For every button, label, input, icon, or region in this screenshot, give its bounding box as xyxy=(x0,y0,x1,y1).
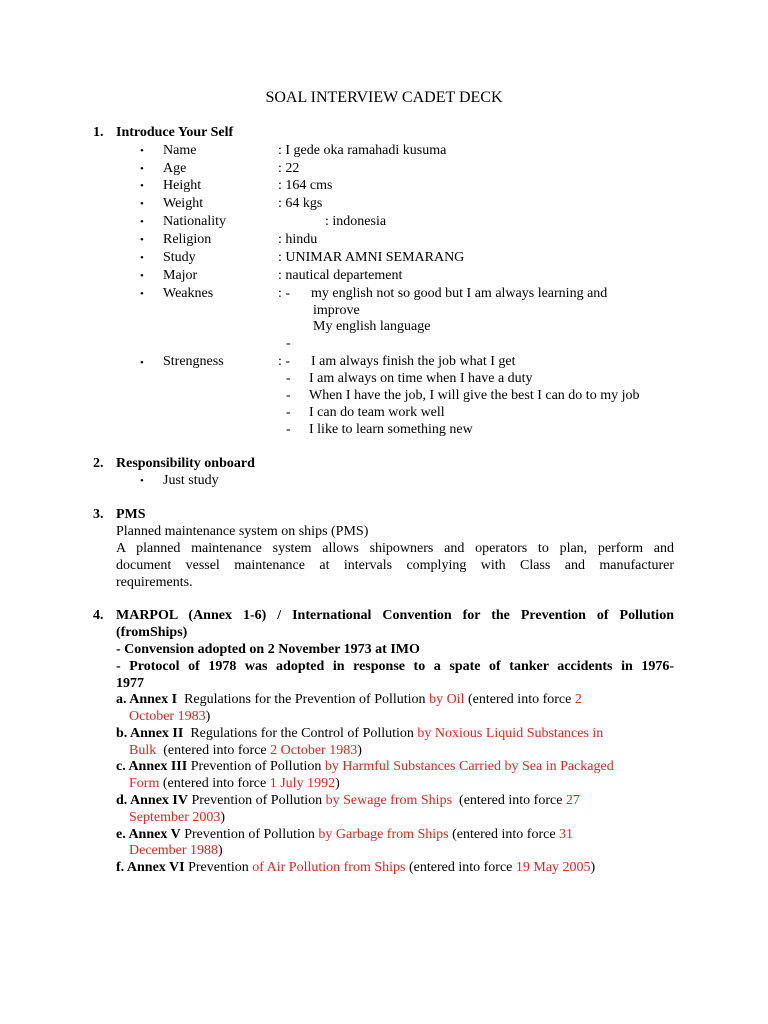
field-value-religion: : hindu xyxy=(278,232,318,247)
annex-3-label: c. Annex III xyxy=(116,759,188,774)
annex-2-close: ) xyxy=(357,743,362,758)
annex-5-close: ) xyxy=(218,843,223,858)
annex-2-force: (entered into force xyxy=(163,743,267,758)
annex-2-label: b. Annex II xyxy=(116,726,184,741)
annex-4-line-cont xyxy=(129,809,225,826)
bullet-icon: • xyxy=(140,357,144,369)
pms-definition: Planned maintenance system on ships (PMS) xyxy=(116,524,369,539)
annex-2-line xyxy=(116,725,603,742)
annex-3-subject-cont: Form xyxy=(129,776,160,791)
bullet-icon: • xyxy=(140,163,144,175)
annex-1-date: 2 xyxy=(574,692,582,707)
annex-1-close: ) xyxy=(205,709,211,724)
bullet-icon: • xyxy=(140,216,144,228)
strength-dash: - xyxy=(286,422,291,437)
section-1-number: 1. xyxy=(93,125,104,140)
responsibility-item: Just study xyxy=(163,473,219,488)
annex-5-force: (entered into force xyxy=(452,827,556,842)
annex-6-text: Prevention xyxy=(188,860,249,875)
marpol-protocol-note: - Protocol of 1978 was adopted in response to a spate of tanker accidents in 1976- xyxy=(116,659,674,674)
annex-4-text: Prevention of Pollution xyxy=(191,793,323,808)
strength-line: I am always on time when I have a duty xyxy=(309,371,533,386)
annex-5-subject: by Garbage from Ships xyxy=(318,827,449,842)
annex-5-label: e. Annex V xyxy=(116,827,181,842)
field-label-religion: Religion xyxy=(163,232,212,247)
annex-2-text: Regulations for the Control of Pollution xyxy=(190,726,414,741)
bullet-icon: • xyxy=(140,198,144,210)
section-4-number: 4. xyxy=(93,608,104,623)
annex-3-close: ) xyxy=(335,776,340,791)
annex-1-subject: by Oil xyxy=(429,692,465,707)
annex-1-label: a. Annex I xyxy=(116,692,178,707)
annex-4-date-cont: September 2003 xyxy=(129,810,221,825)
field-value-strength: : - xyxy=(278,354,291,369)
annex-4-close: ) xyxy=(220,810,226,825)
field-label-height: Height xyxy=(163,178,202,193)
bullet-icon: • xyxy=(140,234,144,246)
annex-5-date: 31 xyxy=(559,827,574,842)
pms-paragraph-line: requirements. xyxy=(116,575,193,590)
annex-5-line xyxy=(116,826,573,843)
annex-4-label: d. Annex IV xyxy=(116,793,188,808)
field-label-name: Name xyxy=(163,143,197,158)
weakness-line: My english language xyxy=(313,319,431,334)
marpol-protocol-note-cont: 1977 xyxy=(116,676,144,691)
annex-4-force: (entered into force xyxy=(459,793,563,808)
field-value-major: : nautical departement xyxy=(278,268,403,283)
field-label-strength: Strengness xyxy=(163,354,224,369)
annex-1-line-cont xyxy=(129,708,210,725)
section-2-heading: Responsibility onboard xyxy=(116,456,255,471)
field-value-weight: : 64 kgs xyxy=(278,196,323,211)
section-2-number: 2. xyxy=(93,456,104,471)
strength-line: When I have the job, I will give the best I can do to my job xyxy=(309,388,640,403)
pms-paragraph-line: document vessel maintenance at intervals complying with Class and manufacturer xyxy=(116,558,674,573)
annex-3-text: Prevention of Pollution xyxy=(190,759,322,774)
annex-6-date: 19 May 2005 xyxy=(515,860,591,875)
section-3-number: 3. xyxy=(93,507,104,522)
field-value-name: : I gede oka ramahadi kusuma xyxy=(278,143,447,158)
strength-line: I like to learn something new xyxy=(309,422,473,437)
annex-4-date: 27 xyxy=(565,793,580,808)
bullet-icon: • xyxy=(140,252,144,264)
annex-6-label: f. Annex VI xyxy=(116,860,185,875)
marpol-adoption-note: - Convension adopted on 2 November 1973 at IMO xyxy=(116,642,420,657)
annex-3-subject: by Harmful Substances Carried by Sea in Packaged xyxy=(324,759,614,774)
field-value-height: : 164 cms xyxy=(278,178,333,193)
annex-6-subject: of Air Pollution from Ships xyxy=(252,860,406,875)
section-4-heading: MARPOL (Annex 1-6) / International Convention for the Prevention of Pollution xyxy=(116,608,674,623)
weakness-line: improve xyxy=(313,303,360,318)
annex-1-date-cont: October 1983 xyxy=(129,709,206,724)
weakness-line: my english not so good but I am always learning and xyxy=(311,286,608,301)
strength-line: I can do team work well xyxy=(309,405,445,420)
section-1-heading: Introduce Your Self xyxy=(116,125,234,140)
field-value-nationality: : indonesia xyxy=(325,214,387,229)
field-label-nationality: Nationality xyxy=(163,214,226,229)
annex-5-line-cont xyxy=(129,842,223,859)
annex-5-text: Prevention of Pollution xyxy=(184,827,315,842)
annex-2-line-cont xyxy=(129,742,362,759)
field-label-major: Major xyxy=(163,268,198,283)
annex-2-subject-cont: Bulk xyxy=(129,743,157,758)
annex-2-date: 2 October 1983 xyxy=(270,743,358,758)
field-label-weight: Weight xyxy=(163,196,204,211)
strength-dash: - xyxy=(286,388,291,403)
annex-6-line xyxy=(116,859,595,876)
bullet-icon: • xyxy=(140,475,144,487)
annex-1-force: (entered into force xyxy=(467,692,572,707)
field-value-age: : 22 xyxy=(278,161,300,176)
field-label-weakness: Weaknes xyxy=(163,286,214,301)
annex-5-date-cont: December 1988 xyxy=(129,843,219,858)
annex-1-text: Regulations for the Prevention of Pollution xyxy=(184,692,426,707)
bullet-icon: • xyxy=(140,180,144,192)
section-4-heading-cont: (fromShips) xyxy=(116,625,188,640)
annex-3-line-cont xyxy=(129,775,340,792)
bullet-icon: • xyxy=(140,145,144,157)
annex-6-force: (entered into force xyxy=(408,860,513,875)
weakness-dash: - xyxy=(286,336,291,351)
strength-dash: - xyxy=(286,371,291,386)
field-value-weakness: : - xyxy=(278,286,291,301)
pms-paragraph-line: A planned maintenance system allows shipowners and operators to plan, perform and xyxy=(116,541,674,556)
section-3-heading: PMS xyxy=(116,507,146,522)
annex-3-line xyxy=(116,758,614,775)
page-title: SOAL INTERVIEW CADET DECK xyxy=(265,89,503,106)
bullet-icon: • xyxy=(140,270,144,282)
strength-line: I am always finish the job what I get xyxy=(311,354,516,369)
annex-3-date: 1 July 1992 xyxy=(269,776,336,791)
annex-4-line xyxy=(116,792,580,809)
annex-6-close: ) xyxy=(590,860,596,875)
annex-3-force: (entered into force xyxy=(162,776,267,791)
field-label-age: Age xyxy=(163,161,187,176)
annex-2-subject: by Noxious Liquid Substances in xyxy=(417,726,604,741)
bullet-icon: • xyxy=(140,288,144,300)
field-value-study: : UNIMAR AMNI SEMARANG xyxy=(278,250,465,265)
annex-4-subject: by Sewage from Ships xyxy=(325,793,453,808)
field-label-study: Study xyxy=(163,250,196,265)
annex-1-line xyxy=(116,691,582,708)
strength-dash: - xyxy=(286,405,291,420)
